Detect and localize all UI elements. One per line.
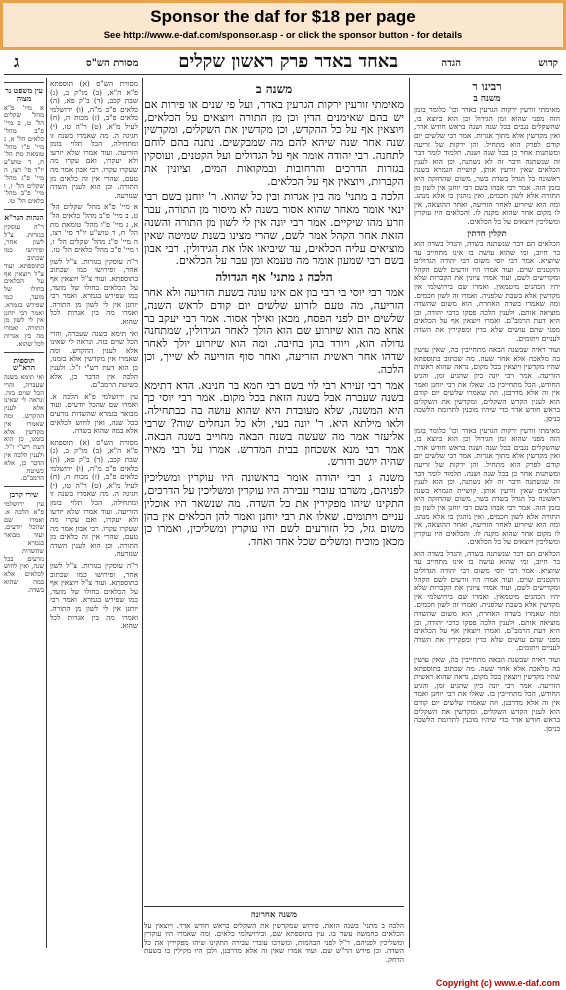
left-commentary-text-4: ואי תימא בשנה שעברה, והרי הכל שוים בזה. ונראה לי שאינו אלא לענין ההקדש. ומה שאמרו אין מקדשין אלא בזמנו, כן הוא דעת רש"י ז"ל. ולענין הלכה אין הדבר כן, אלא כשיטת הרמב"ם. bbox=[50, 328, 138, 390]
chapter-title: באחד באדר פרק ראשון שקלים bbox=[178, 51, 398, 72]
header-right-label: קדוש bbox=[538, 58, 558, 69]
main-heading-2: הלכה ג מתני' אף הגדולה bbox=[215, 270, 333, 285]
column-divider-margin bbox=[46, 78, 47, 948]
sponsor-banner[interactable] bbox=[0, 0, 566, 50]
margin-text-4: עין ירושלמי פ"א הלכה א. ואמרו שם שהכל יודעים. ועוד מבואר בגמרא שהשדות נזרעים בכל שנה, ואין לחוש לכלאים אלא במה שהוא בשדה. bbox=[4, 500, 44, 594]
talmud-page bbox=[0, 50, 566, 980]
margin-subhead-1: עין משפט נר מצוה bbox=[5, 86, 43, 103]
main-paragraph-5: משנה ג רבי יהודה אומר בראשונה היו עוקרין ומשליכין לפניהם, משרבו עוברי עבירה היו עוקרין ומשליכין על הדרכים, התקינו שיהו מפקירין את כל השדה. מה שנשאר היו אוכלין עניים ויתומים. שאלו את רבי יוחנן ואמר להן הכלאים אין בהן משום גזל, כל הזורעים לשם היו עוקרין ומשליכין, ואמרו כן מכאן מוכיח ומשלים שכל אחד ואחד. bbox=[144, 471, 404, 549]
margin-text-1: א מיי' פ"א מהל' שקלים הל' ט, ב מיי' פ"ב מהל' כלאים הל' א, ג מיי' פ"ו מהל' טומאת מת הל' ח, ד טוש"ע יו"ד סי' רצו, ה מיי' פ"ג מהל' שקלים הל' ז, ו מיי' פ"ב מהל' כלאים הל' טו. bbox=[4, 103, 44, 206]
left-commentary bbox=[50, 80, 138, 970]
main-paragraph-1: מאימתי זורעין ירקות הגרעין באדר, ועל פי שנים או פירות אם יש בהם שאימנים הדין וכן מן התורה ויוצאים על הכלאים, ויוצאין אף על כל ההקדש, וכן מקדשין את השקלים, ומקדשין שנה אחר שנה שיהא להם מה שמבקשים. נתנה בהם לוחם לתחנה. רבי יהודה אומר אף על הגדולים ועל הקטנים, ועוסקין בגזרות הדרכים והרחובות ובמקואות המים, וציונין את הקברות, ויוצאין אף על הכלאים. bbox=[144, 97, 404, 188]
left-commentary-text-2: א מיי' פ"א מהל' שקלים הל' ט, ב מיי' פ"ב מהל' כלאים הל' א, ג מיי' פ"ו מהל' טומאת מת הל' ח, ד טוש"ע יו"ד סי' רצו, ה מיי' פ"ג מהל' שקלים הל' ז, ו מיי' פ"ב מהל' כלאים הל' טו. bbox=[50, 202, 138, 255]
column-divider-left bbox=[142, 78, 143, 948]
header-left-label: מסורת הש"ס bbox=[86, 58, 139, 69]
bottom-notes-text: הלכה ב מתני' בשנה הזאת. פירוש שמקדשין את השקלים בראש חודש אדר. ויוצאין על הכלאים בחמשה עשר בו. עין בתוספתא שם, ובירושלמי כלאים. ומה שאמרו היו עוקרין ומשליכין לפניהם, ר"ל לפני הבהמות, ומשרבו עוברי עבירה התקינו שיהו מפקירין את כל השדה. וכן פירש הר"ש שם. ועוד אמרו שאין זה אלא מדרבנן, ולכן היו מקילין בו בשעת הדחק. bbox=[144, 920, 404, 964]
header-rule bbox=[4, 74, 562, 75]
margin-notes bbox=[4, 80, 44, 970]
copyright-link[interactable]: Copyright (c) www.e-daf.com bbox=[435, 978, 560, 988]
left-commentary-text-3: ר"ה עוסקין בגזרות. צ"ל לשון אחר, ופירושו כמו שכתוב בתוספתא. ועוד צ"ל ויוצאין אף על הכלאים בחולו של מועד, כמו שפירש בגמרא. ואמר רבי יוחנן אין לי לשון מן התורה. ואמרו מה בין אגרות לכל שהוא. bbox=[50, 256, 138, 327]
left-commentary-text-3-continued: ר"ה עוסקין בגזרות. צ"ל לשון אחר, ופירושו כמו שכתוב בתוספתא. ועוד צ"ל ויוצאין אף על הכלאים בחולו של מועד, כמו שפירש בגמרא. ואמר רבי יוחנן אין לי לשון מן התורה. ואמרו מה בין אגרות לכל שהוא. bbox=[50, 561, 138, 631]
right-commentary-text-3-continued: ועוד ראיה שבשנה הבאה מתחייבין בה, שאין עושין בה מלאכה אלא אחר שעה. מה שכתוב בתוספתא שהיו מקדשין ויוצאין בכל מקום, נראה שהוא ראשית הזריעה. אמר רבי יונה כיון שהגיע זמן, והגיע החודש, הכל מתחייבין בו. שאלו את רבי יוחנן ואמר אין זה אלא מדרבנן. וזה שאמרו שלשים יום קודם הוא לענין הקדש השקלים, ומקדשין את השקלים בראש חודש אדר כדי שיהיו מוכנין לתרומת הלשכה בניסן. bbox=[414, 655, 560, 733]
margin-text-3: ואי תימא בשנה שעברה, והרי הכל שוים בזה. ונראה לי שאינו אלא לענין ההקדש. ומה שאמרו אין מקדשין אלא בזמנו, כן הוא דעת רש"י ז"ל. ולענין הלכה אין הדבר כן, אלא כשיטת הרמב"ם. bbox=[4, 373, 44, 483]
right-commentary-title: רבינו ר bbox=[472, 80, 502, 93]
right-commentary-heading: משנה ב bbox=[473, 93, 501, 104]
margin-text-2: ר"ה עוסקין בגזרות. צ"ל לשון אחר, ופירושו כמו שכתוב בתוספתא. ועוד צ"ל ויוצאין אף על הכלאים בחולו של מועד, כמו שפירש בגמרא. ואמר רבי יוחנן אין לי לשון מן התורה. ואמרו מה בין אגרות לכל שהוא. bbox=[4, 222, 44, 348]
main-heading: משנה ב bbox=[255, 82, 293, 96]
right-commentary-text-2-continued: הכלאים הם דבר שנשתנה בשדה, והגדל בשדה הוא בר חיוב, ומי שהוא עושה בו אינו מתחייב עד שיוציא. אמר רבי יוסי משום רבי יהודה הגדולים והקטנים שוים. ועוד אמרו היו זורעים לשם הקהל ומקדישים לשם, ועוד אמרו ציונין את הקברות שלא יהיו הכהנים מיטמאין. ואמרו שם בירושלמי אין מקדשין אלא בשבת שלפניה. ואמרו זה לשון חכמים. ומה שאמרו בשדה האחרת, הוא משום שהשדה מוציאה אותם. ולענין הלכה פסקו כרבי יהודה, וכן היא דעת הרמב"ם. ואמרו ויוצאין אף על הכלאים מפני שהם עושים שלא כדין ומפקירין את השדה לעניים ויתומים. bbox=[414, 548, 560, 653]
right-commentary-subhead: תקלין חדתין bbox=[467, 228, 507, 239]
column-divider-right bbox=[409, 78, 410, 948]
sponsor-title[interactable]: Sponsor the daf for $18 per page bbox=[150, 7, 416, 26]
bottom-notes-heading: משנה אחרונה bbox=[250, 910, 298, 920]
page-number: ג bbox=[14, 52, 20, 71]
right-commentary-text-2: הכלאים הם דבר שנשתנה בשדה, והגדל בשדה הוא בר חיוב, ומי שהוא עושה בו אינו מתחייב עד שיוציא. אמר רבי יוסי משום רבי יהודה הגדולים והקטנים שוים. ועוד אמרו היו זורעים לשם הקהל ומקדישים לשם, ועוד אמרו ציונין את הקברות שלא יהיו הכהנים מיטמאין. ואמרו שם בירושלמי אין מקדשין אלא בשבת שלפניה. ואמרו זה לשון חכמים. ומה שאמרו בשדה האחרת, הוא משום שהשדה מוציאה אותם. ולענין הלכה פסקו כרבי יהודה, וכן היא דעת הרמב"ם. ואמרו ויוצאין אף על הכלאים מפני שהם עושים שלא כדין ומפקירין את השדה לעניים ויתומים. bbox=[414, 239, 560, 343]
right-commentary-text-1-continued: מאימתי זורעין ירקות הגרעין באדר וכו' כלומר בזמן הזה מפני שהוא זמן הגידול וכן הוא ביוצא בו, שהשקלים נגבים בכל שנה ושנה בראש חודש אדר, ואין מקדשין אלא מתוך אגרות. אמר רבי שלשים יום קודם לפרק הוא מתחיל. והן ירקות של זריעה ומשתנות אחר כן בכל שנה ושנה. תלמוד לומר דבר זה שנשתנה ודבר זה לא נשתנה, וכן הוא לענין הכלאים שאין זורעין אותן. קושיית הגמרא בשנה ראשונה כל הגדל בשדה כשר, משום שהחזקה היא בזמן הזה. אמר רבי אבהו בשם רבי יוחנן אין לשון מן התורה אלא לשון חכמים, ואין נוהגין בו אלא מנהג. ומה הוא שיזרוע לאחר הזריעה, ואחר ההוצאה, אין לו מקום אחר שהוא מקנה לו. והכלאים היו עוקרין ומשליכין ויוצאים על כל הכלאים. bbox=[414, 425, 560, 547]
bottom-notes-rule bbox=[144, 906, 404, 907]
margin-subhead-2: הגהות הגר"א bbox=[4, 212, 44, 222]
margin-subhead-4: שירי קרבן bbox=[9, 490, 39, 500]
left-commentary-text-1: מסורת הש"ס (א) תוספתא פ"א ה"א, (ב) מו"ק ב, (ג) שבת קכב, (ד) ב"ק פא, (ה) כלאים פ"ב מ"ה, (ו) ירושלמי כלאים פ"ב, (ז) מכות ח, (ח) לעיל מ"א, (ט) ר"ה טז, (י) חגיגה ה. מה שאמרו בשנה זו ומתחילה, הכל תלוי בזמן הזריעה. ועוד אמרו שלא יזרעו ולא יעקרו, ואם עקרו מה שעקרו עקרו. רבי אבון אמר מה טעם, שהרי אין זה כלאים מן התורה. וכן הוא לענין השדה שנזרעה. bbox=[50, 80, 138, 200]
main-paragraph-3: אמר רבי יוסי בי רבי בון אם אינו עונה בשעת הזריעה ולא אחר הזריעה, מה טעם לזרוע שלשים יום קודם לראש השנה, שלשים יום לפני הפסח, מכאן ואילך אסור. אמר רבי יעקב בר אחא מה הוא שיזרוע שם הוא הולך לאחר הגידולין, שמתחנה גדולה הוא, ויורד בהן בחיבה. ומה הוא שיזרוע יולך לאחר שדהו אחר ראשית הזריעה, ואחר סוף הזריעה לא שייך, וכן הלכה. bbox=[144, 285, 404, 376]
main-text bbox=[144, 80, 404, 900]
bottom-notes bbox=[144, 909, 404, 971]
main-paragraph-2: הלכה ב מתני' מה בין אגרות ובין כל שהוא. ר' יוחנן בשם רבי ינאי אומר מאחר שהוא אסור בשנה לא מיסור מן התורה, עבר וזרע מהו שיקיים. אמר רבי יונה אין לי לשון מן התורה והשנה הזאת אחר הקהל אמר לשם, שהרי מצינו בשנת שמיטה שאין מוציאים עליה הכלאים, עד שיביאו אלו את הגידולין. רבי אבון בשם רבי שמעון אומר מה טעמא ומן עבר על הכלאים. bbox=[144, 190, 404, 268]
right-commentary-text-1: מאימתי זורעין ירקות הגרעין באדר וכו' כלומר בזמן הזה מפני שהוא זמן הגידול וכן הוא ביוצא בו, שהשקלים נגבים בכל שנה ושנה בראש חודש אדר, ואין מקדשין אלא מתוך אגרות. אמר רבי שלשים יום קודם לפרק הוא מתחיל. והן ירקות של זריעה ומשתנות אחר כן בכל שנה ושנה. תלמוד לומר דבר זה שנשתנה ודבר זה לא נשתנה, וכן הוא לענין הכלאים שאין זורעין אותן. קושיית הגמרא בשנה ראשונה כל הגדל בשדה כשר, משום שהחזקה היא בזמן הזה. אמר רבי אבהו בשם רבי יוחנן אין לשון מן התורה אלא לשון חכמים, ואין נוהגין בו אלא מנהג. ומה הוא שיזרוע לאחר הזריעה, ואחר ההוצאה, אין לו מקום אחר שהוא מקנה לו. והכלאים היו עוקרין ומשליכין ויוצאים על כל הכלאים. bbox=[414, 105, 560, 226]
right-commentary-text-3: ועוד ראיה שבשנה הבאה מתחייבין בה, שאין עושין בה מלאכה אלא אחר שעה. מה שכתוב בתוספתא שהיו מקדשין ויוצאין בכל מקום, נראה שהוא ראשית הזריעה. אמר רבי יונה כיון שהגיע זמן, והגיע החודש, הכל מתחייבין בו. שאלו את רבי יוחנן ואמר אין זה אלא מדרבנן. וזה שאמרו שלשים יום קודם הוא לענין הקדש השקלים, ומקדשין את השקלים בראש חודש אדר כדי שיהיו מוכנין לתרומת הלשכה בניסן. bbox=[414, 345, 560, 423]
header-middle-label: הגדה bbox=[441, 58, 461, 69]
main-paragraph-4: אמר רבי זעירא רבי לוי בשם רבי חמא בר חנינא. הדא דתימא בשנה שעברה אבל בשנה הזאת בכל מקום. אמר רבי יוסי כך היא המשנה, שלא מעובדת היא שהוא עושה בה כבתחילה. ולאו מילתא היא. ר' יונה בעי, ולא כל הנחלים שוה? שרבי אליעזר אמר מה שעשה בשנה הבאה מחוייב בשנה הבאה. אמר רבי מנא אשכחון בבית המדרש. אמרו על רבי מאיר שהיה יושב ודורש. bbox=[144, 378, 404, 469]
left-commentary-text-1-continued: מסורת הש"ס (א) תוספתא פ"א ה"א, (ב) מו"ק ב, (ג) שבת קכב, (ד) ב"ק פא, (ה) כלאים פ"ב מ"ה, (ו) ירושלמי כלאים פ"ב, (ז) מכות ח, (ח) לעיל מ"א, (ט) ר"ה טז, (י) חגיגה ה. מה שאמרו בשנה זו ומתחילה, הכל תלוי בזמן הזריעה. ועוד אמרו שלא יזרעו ולא יעקרו, ואם עקרו מה שעקרו עקרו. רבי אבון אמר מה טעם, שהרי אין זה כלאים מן התורה. וכן הוא לענין השדה שנזרעה. bbox=[50, 437, 138, 559]
margin-subhead-3: תוספות הרא"ש bbox=[12, 355, 36, 373]
left-commentary-text-5: עין ירושלמי פ"א הלכה א. ואמרו שם שהכל יודעים. ועוד מבואר בגמרא שהשדות נזרעים בכל שנה, ואין לחוש לכלאים אלא במה שהוא בשדה. bbox=[50, 391, 138, 436]
sponsor-link-text[interactable]: See http://www.e-daf.com/sponsor.asp - or click the sponsor button - for details bbox=[103, 30, 463, 41]
right-commentary bbox=[414, 80, 560, 970]
